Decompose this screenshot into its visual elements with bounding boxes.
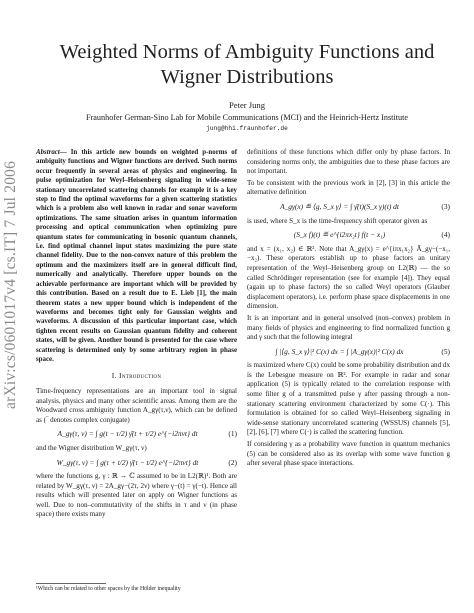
- arxiv-identifier: arXiv:cs/0601017v4 [cs.IT] 7 Jul 2006: [2, 160, 19, 410]
- right-paragraph-1: definitions of these functions which differ only by phase factors. In considering norms only, the ambiguities due to these phase factors are not important.: [247, 148, 450, 176]
- author-name: Peter Jung: [228, 100, 266, 110]
- abstract: [36, 148, 237, 364]
- section-heading: I. Introduction: [111, 371, 162, 381]
- right-column: [247, 148, 450, 471]
- equation-3-number: (3): [441, 201, 450, 211]
- intro-paragraph-3: where the functions g, γ : ℝ → ℂ assumed to be in L2(ℝ)¹. Both are related by W_gγ(τ, ν) = 2A_gγ−(2τ, 2ν) where γ−(t) = γ(−t). Hence all results which will presented later on apply on Wigner functions as well. Due to non–commutativity of the shifts in τ and ν (in phase space) there exists many: [36, 472, 237, 519]
- right-paragraph-5: It is an important and in general unsolved (non–convex) problem in many fields of physics and engineering to find normalized function g and γ such that the following integral: [247, 313, 450, 342]
- paper-title: [40, 40, 454, 90]
- equation-4-number: (4): [441, 230, 450, 240]
- equation-4: [247, 230, 450, 240]
- author-affiliation: Fraunhofer German-Sino Lab for Mobile Communications (MCI) and the Heinrich-Hertz Institute: [86, 113, 408, 122]
- title-line-2: Wigner Distributions: [160, 66, 334, 88]
- equation-2-number: (2): [228, 457, 237, 467]
- equation-1: [36, 429, 237, 439]
- abstract-lead: Abstract: [36, 149, 60, 156]
- equation-5: [247, 347, 450, 357]
- footnote: [36, 583, 181, 592]
- equation-5-number: (5): [441, 346, 450, 356]
- right-paragraph-2: To be consistent with the previous work in [2], [3] in this article the alternative definition: [247, 178, 450, 197]
- intro-paragraph-1: Time-frequency representations are an important tool in signal analysis, physics and many other scientific areas. Among them are the Woodward cross ambiguity function A_gγ(τ,ν), which can be defined as (‾ denotes complex conjugate): [36, 386, 237, 424]
- equation-3: [247, 202, 450, 212]
- title-line-1: Weighted Norms of Ambiguity Functions and: [59, 41, 435, 63]
- right-paragraph-3: is used, where S_x is the time-frequency shift operator given as: [247, 216, 428, 225]
- author-email: jung@hhi.fraunhofer.de: [206, 125, 288, 132]
- equation-1-body: A_gγ(τ, ν) = ∫ g(t − τ/2) γ̄(t + τ/2) e^{−i2πνt} dt: [57, 429, 198, 439]
- right-paragraph-6: is maximized where C(x) could be some probability distribution and dx is the Lebesgue measure on ℝ². For example in radar and sonar application (5) is typically related to the correlation response with some filter g of a transmitted pulse γ after passing through a non-stationary scattering environment characterized by some C(·). This formulation is obtained for so called Weyl–Heisenberg signaling in wide-sense stationary uncorrelated scattering (WSSUS) channels [5], [2], [6], [7] where C(·) is called the scattering function.: [247, 361, 450, 437]
- left-column: [36, 148, 237, 522]
- equation-4-body: (S_x f)(t) ≝ e^{i2πx₂t} f(t − x₁): [293, 230, 386, 240]
- intro-paragraph-2: and the Wigner distribution W_gγ(τ, ν): [36, 443, 147, 452]
- equation-1-number: (1): [228, 429, 237, 439]
- abstract-text: — In this article new bounds on weighted p-norms of ambiguity functions and Wigner functions are derived. Such norms occur frequently in several areas of physics and engineering. In pulse optimization for Weyl–Heisenberg signaling in wide-sense stationary uncorrelated scattering channels for example it is a key step to find the optimal waveforms for a given scattering statistics which is a problem also well known in radar and sonar waveform optimizations. The same situation arises in quantum information processing and optical communication when optimizing pure quantum states for communicating in bosonic quantum channels, i.e. find optimal channel input states maximizing the pure state channel fidelity. Due to the non-convex nature of this problem the optimum and the maximizers itself are in general difficult find, numerically and analytically. Therefore upper bounds on the achievable performance are important which will be provided by this contribution. Based on a result due to E. Lieb [1], the main theorem states a new upper bound which is independent of the waveforms and becomes tight only for Gaussian weights and waveforms. A discussion of this particular important case, which tighten recent results on Gaussian quantum fidelity and coherent states, will be given. Another bound is presented for the case where scattering is determined only by some arbitrary region in phase space.: [36, 149, 237, 363]
- right-paragraph-4: and x = (x₁, x₂) ∈ ℝ². Note that A_gγ(x) = e^{iπx₁x₂} Ā_gγ−(−x₁, −x₂). These operators establish up to phase factors an unitary representation of the Weyl–Heisenberg group on L2(ℝ) — the so called Schrödinger representation (see for example [4]). They equal (again up to phase factors) the so called Weyl operators (Glauber displacement operators), i.e. perform phase space displacements in one dimension.: [247, 244, 450, 311]
- equation-2-body: W_gγ(τ, ν) = ∫ g(τ + t/2) γ̄(τ − t/2) e^{−i2πνt} dt: [56, 457, 199, 467]
- equation-2: [36, 458, 237, 468]
- right-paragraph-7: If considering γ as a probability wave function in quantum mechanics (5) can be considered also as its overlap with some wave function g after several phase space interactions.: [247, 440, 450, 468]
- author-block: [40, 100, 454, 132]
- equation-3-body: A_gγ(x) ≝ ⟨g, S_x γ⟩ = ∫ γ̄(t)(S_x γ)(t) dt: [280, 201, 399, 211]
- equation-5-body: ∫ |⟨g, S_x γ⟩|² C(x) dx = ∫ |A_gγ(x)|² C(x) dx: [275, 346, 404, 356]
- footnote-text: ¹Which can be related to other spaces by the Hölder inequality: [36, 586, 181, 592]
